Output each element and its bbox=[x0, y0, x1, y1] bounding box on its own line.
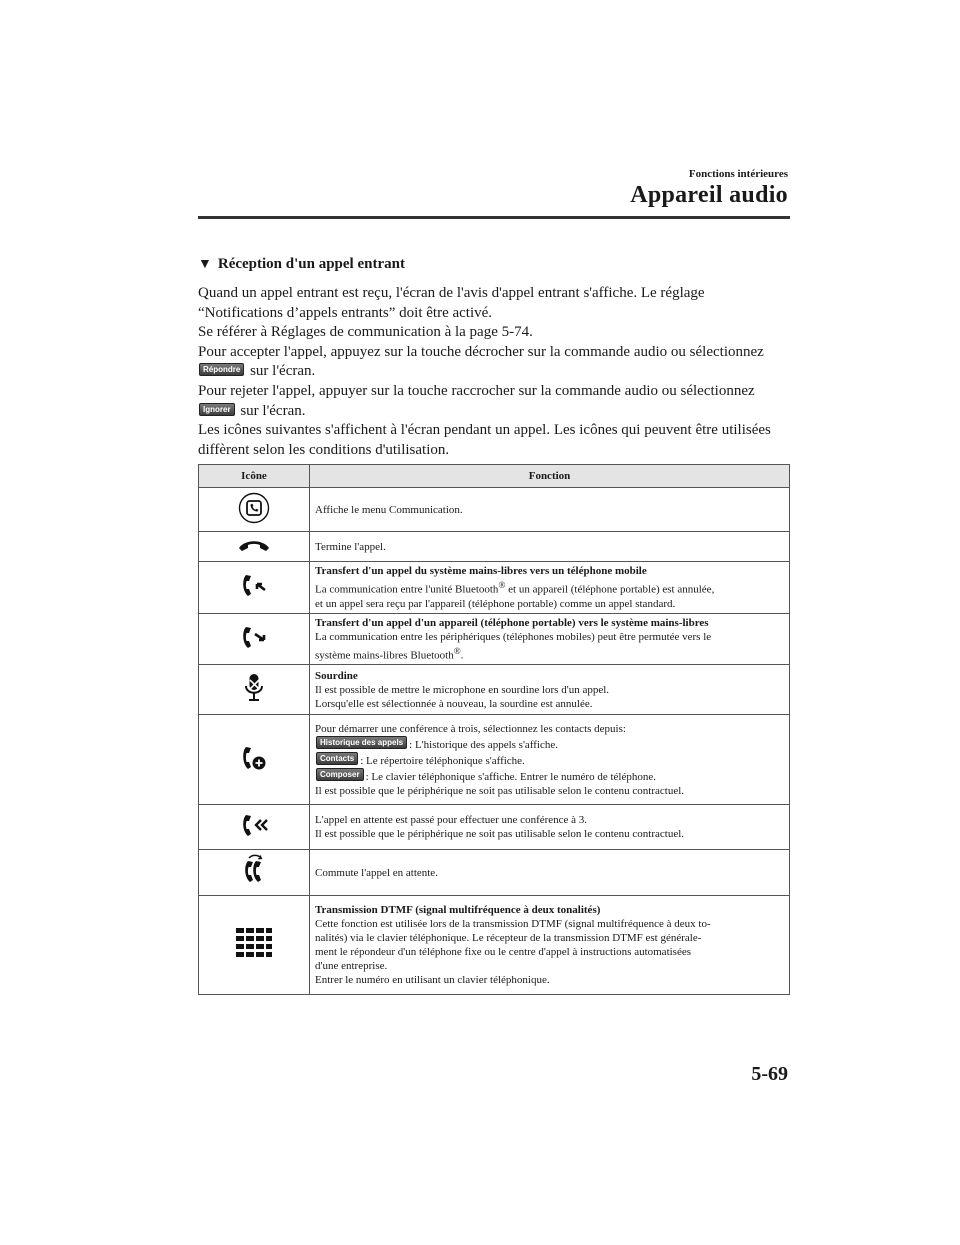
function-cell bbox=[310, 488, 790, 532]
swap-call-icon bbox=[239, 854, 269, 892]
transfer-to-handsfree-icon bbox=[239, 622, 269, 656]
function-description: La communication entre les périphériques (téléphones mobiles) peut être permutée vers le bbox=[315, 630, 712, 643]
triangle-marker-icon: ▼ bbox=[198, 256, 212, 272]
function-description: L'appel en attente est passé pour effectuer une conférence à 3. bbox=[315, 814, 588, 827]
icon-cell bbox=[199, 488, 310, 532]
merge-call-icon bbox=[239, 810, 269, 844]
function-cell bbox=[310, 613, 790, 665]
table-row bbox=[199, 562, 790, 614]
function-description: Pour démarrer une conférence à trois, sélectionnez les contacts depuis: bbox=[315, 722, 626, 735]
communication-menu-icon bbox=[238, 492, 270, 528]
header-divider bbox=[198, 216, 790, 219]
section-heading-text: Réception d'un appel entrant bbox=[217, 256, 405, 272]
function-cell bbox=[310, 665, 790, 715]
accept-text-end: sur l'écran. bbox=[250, 363, 316, 380]
function-description: d'une entreprise. bbox=[315, 960, 388, 973]
function-description bbox=[315, 736, 785, 752]
section-heading bbox=[198, 256, 405, 273]
registered-mark: ® bbox=[453, 645, 461, 656]
paragraph-notification: Quand un appel entrant est reçu, l'écran de l'avis d'appel entrant s'affiche. Le réglage “Notifications d’appels entrants” doit être activé. bbox=[198, 285, 705, 321]
dial-button: Composer bbox=[316, 768, 364, 781]
reject-text: Pour rejeter l'appel, appuyer sur la touche raccrocher sur la commande audio ou sélectionnez bbox=[198, 382, 755, 399]
transfer-to-phone-icon bbox=[239, 570, 269, 604]
dtmf-keypad-icon bbox=[235, 927, 273, 963]
function-description bbox=[315, 752, 785, 768]
icon-cell bbox=[199, 562, 310, 614]
icon-cell bbox=[199, 715, 310, 805]
function-cell bbox=[310, 715, 790, 805]
end-call-icon bbox=[237, 537, 271, 557]
paragraph-accept bbox=[198, 343, 790, 382]
table-row bbox=[199, 488, 790, 532]
page-number: 5-69 bbox=[751, 1063, 788, 1085]
function-title: Sourdine bbox=[315, 669, 358, 682]
description-text: . bbox=[460, 649, 464, 662]
function-description: Cette fonction est utilisée lors de la transmission DTMF (signal multifréquence à deux to- bbox=[315, 918, 711, 931]
table-row bbox=[199, 613, 790, 665]
mute-microphone-icon bbox=[241, 672, 267, 708]
add-call-icon bbox=[239, 742, 269, 778]
icon-cell bbox=[199, 665, 310, 715]
icon-table bbox=[198, 464, 790, 995]
description-text: : L'historique des appels s'affiche. bbox=[409, 738, 559, 751]
icon-cell bbox=[199, 532, 310, 562]
icon-cell bbox=[199, 896, 310, 995]
function-description bbox=[315, 578, 785, 597]
contacts-button: Contacts bbox=[316, 752, 358, 765]
call-history-button: Historique des appels bbox=[316, 736, 407, 749]
header-section-label: Fonctions intérieures bbox=[688, 168, 788, 180]
function-description bbox=[315, 768, 785, 784]
function-cell bbox=[310, 850, 790, 896]
answer-button: Répondre bbox=[199, 363, 244, 376]
function-description: Entrer le numéro en utilisant un clavier téléphonique. bbox=[315, 974, 550, 987]
description-text: La communication entre l'unité Bluetooth bbox=[315, 583, 499, 596]
icon-cell bbox=[199, 613, 310, 665]
table-row bbox=[199, 715, 790, 805]
function-description: Lorsqu'elle est sélectionnée à nouveau, la sourdine est annulée. bbox=[315, 697, 593, 710]
function-cell bbox=[310, 562, 790, 614]
ignore-button: Ignorer bbox=[199, 403, 235, 416]
table-row bbox=[199, 896, 790, 995]
paragraph-reject bbox=[198, 382, 790, 421]
function-description: Commute l'appel en attente. bbox=[315, 866, 438, 879]
reject-text-end: sur l'écran. bbox=[240, 402, 306, 419]
function-description bbox=[315, 644, 785, 663]
body-text bbox=[198, 284, 790, 460]
function-cell bbox=[310, 805, 790, 850]
table-row bbox=[199, 665, 790, 715]
table-row bbox=[199, 532, 790, 562]
function-cell bbox=[310, 896, 790, 995]
accept-text: Pour accepter l'appel, appuyez sur la touche décrocher sur la commande audio ou sélectionnez bbox=[198, 343, 764, 360]
paragraph-icons-intro: Les icônes suivantes s'affichent à l'écran pendant un appel. Les icônes qui peuvent être utilisées diffèrent selon les conditions d'utilisation. bbox=[198, 422, 771, 458]
function-cell bbox=[310, 532, 790, 562]
function-description: ment le répondeur d'un téléphone fixe ou le centre d'appel à instructions automatisées bbox=[315, 946, 692, 959]
icon-cell bbox=[199, 805, 310, 850]
description-text: système mains-libres Bluetooth bbox=[315, 649, 454, 662]
function-description: Il est possible que le périphérique ne soit pas utilisable selon le contenu contractuel. bbox=[315, 828, 685, 841]
description-text: : Le clavier téléphonique s'affiche. Entrer le numéro de téléphone. bbox=[365, 770, 656, 783]
table-row bbox=[199, 805, 790, 850]
table-header-row bbox=[199, 465, 790, 488]
function-description: Termine l'appel. bbox=[315, 540, 386, 553]
description-text: : Le répertoire téléphonique s'affiche. bbox=[360, 754, 525, 767]
paragraph-reference: Se référer à Réglages de communication à la page 5-74. bbox=[198, 324, 533, 341]
function-description: Il est possible de mettre le microphone en sourdine lors d'un appel. bbox=[315, 683, 610, 696]
function-description: et un appel sera reçu par l'appareil (téléphone portable) comme un appel standard. bbox=[315, 597, 676, 610]
function-description: Il est possible que le périphérique ne soit pas utilisable selon le contenu contractuel. bbox=[315, 784, 685, 797]
function-title: Transfert d'un appel du système mains-libres vers un téléphone mobile bbox=[315, 565, 647, 577]
description-text: et un appareil (téléphone portable) est annulée, bbox=[505, 583, 715, 596]
function-description: Affiche le menu Communication. bbox=[315, 503, 463, 516]
function-description: nalités) via le clavier téléphonique. Le récepteur de la transmission DTMF est générale- bbox=[315, 932, 702, 945]
column-header-function: Fonction bbox=[310, 465, 790, 488]
page-title: Appareil audio bbox=[630, 182, 788, 208]
function-title: Transfert d'un appel d'un appareil (téléphone portable) vers le système mains-libres bbox=[315, 616, 709, 629]
table-row bbox=[199, 850, 790, 896]
registered-mark: ® bbox=[498, 580, 506, 590]
function-title: Transmission DTMF (signal multifréquence à deux tonalités) bbox=[315, 904, 601, 917]
icon-cell bbox=[199, 850, 310, 896]
column-header-icon: Icône bbox=[199, 465, 310, 488]
